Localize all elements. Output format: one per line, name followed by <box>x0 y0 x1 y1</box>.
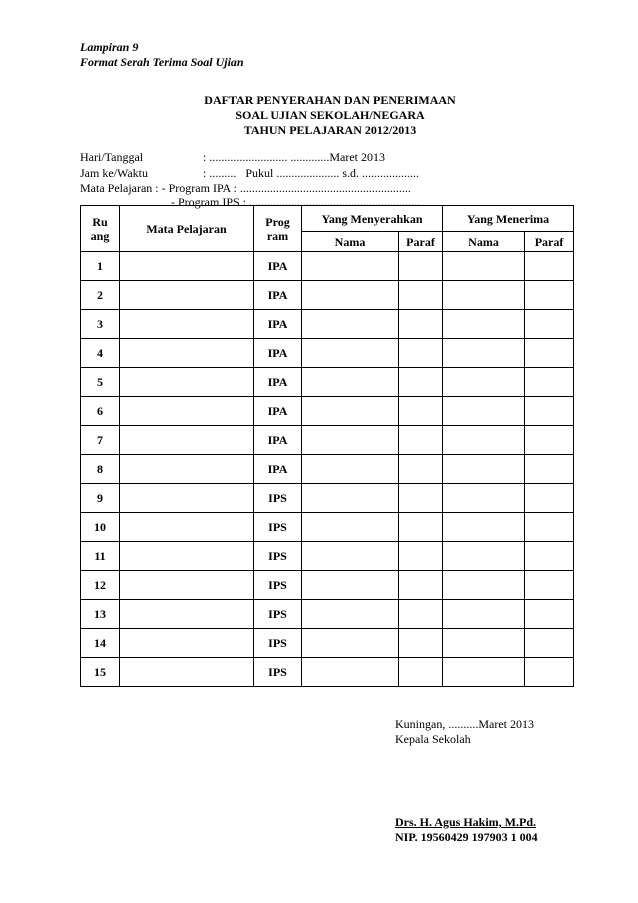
nama-penerima-cell <box>443 426 525 455</box>
ruang-cell: 13 <box>81 600 120 629</box>
nama-penerima-cell <box>443 339 525 368</box>
paraf-penyerah-cell <box>399 310 443 339</box>
program-cell: IPS <box>254 658 302 687</box>
mata-pelajaran-cell <box>120 397 254 426</box>
mata-pelajaran-cell <box>120 629 254 658</box>
format-label: Format Serah Terima Soal Ujian <box>80 55 244 69</box>
paraf-penerima-cell <box>525 571 574 600</box>
table-row <box>81 252 574 281</box>
header-paraf-penerima: Paraf <box>525 232 574 252</box>
header-nama-penerima: Nama <box>443 232 525 252</box>
nama-penerima-cell <box>443 397 525 426</box>
program-cell: IPA <box>254 281 302 310</box>
lampiran-label: Lampiran 9 <box>80 40 139 54</box>
table-row <box>81 397 574 426</box>
paraf-penyerah-cell <box>399 571 443 600</box>
paraf-penerima-cell <box>525 339 574 368</box>
paraf-penerima-cell <box>525 281 574 310</box>
paraf-penerima-cell <box>525 600 574 629</box>
mata-pelajaran-cell <box>120 484 254 513</box>
nama-penyerah-cell <box>302 571 399 600</box>
paraf-penyerah-cell <box>399 397 443 426</box>
nama-penyerah-cell <box>302 658 399 687</box>
paraf-penerima-cell <box>525 542 574 571</box>
program-cell: IPA <box>254 252 302 281</box>
program-cell: IPS <box>254 571 302 600</box>
program-cell: IPS <box>254 600 302 629</box>
nama-penerima-cell <box>443 281 525 310</box>
mata-pelajaran-cell <box>120 600 254 629</box>
paraf-penyerah-cell <box>399 252 443 281</box>
paraf-penerima-cell <box>525 513 574 542</box>
nama-penyerah-cell <box>302 252 399 281</box>
signature-nip: NIP. 19560429 197903 1 004 <box>395 830 538 844</box>
mata-pelajaran-cell <box>120 310 254 339</box>
mata-pelajaran-cell <box>120 339 254 368</box>
mata-pelajaran-ips: - Program IPS : ......................................................... <box>171 195 420 209</box>
jam-waktu-label: Jam ke/Waktu <box>80 166 149 180</box>
nama-penyerah-cell <box>302 455 399 484</box>
program-cell: IPA <box>254 310 302 339</box>
nama-penerima-cell <box>443 542 525 571</box>
paraf-penyerah-cell <box>399 542 443 571</box>
title-line-2: SOAL UJIAN SEKOLAH/NEGARA <box>235 108 425 122</box>
header-mata-pelajaran: Mata Pelajaran <box>120 206 254 252</box>
ruang-cell: 3 <box>81 310 120 339</box>
paraf-penerima-cell <box>525 629 574 658</box>
nama-penerima-cell <box>443 571 525 600</box>
serah-terima-table <box>80 205 574 687</box>
paraf-penerima-cell <box>525 658 574 687</box>
hari-tanggal-label: Hari/Tanggal <box>80 150 144 164</box>
title-line-1: DAFTAR PENYERAHAN DAN PENERIMAAN <box>204 93 456 107</box>
ruang-cell: 7 <box>81 426 120 455</box>
paraf-penyerah-cell <box>399 513 443 542</box>
nama-penerima-cell <box>443 600 525 629</box>
header-ruang: Ru ang <box>81 206 120 252</box>
paraf-penerima-cell <box>525 484 574 513</box>
table-row <box>81 513 574 542</box>
paraf-penerima-cell <box>525 397 574 426</box>
header-yang-menyerahkan: Yang Menyerahkan <box>302 206 443 232</box>
ruang-cell: 6 <box>81 397 120 426</box>
nama-penerima-cell <box>443 513 525 542</box>
table-row <box>81 484 574 513</box>
mata-pelajaran-cell <box>120 542 254 571</box>
header-paraf-penyerah: Paraf <box>399 232 443 252</box>
nama-penerima-cell <box>443 455 525 484</box>
program-cell: IPS <box>254 484 302 513</box>
table-row <box>81 600 574 629</box>
program-cell: IPS <box>254 629 302 658</box>
header-nama-penyerah: Nama <box>302 232 399 252</box>
ruang-cell: 14 <box>81 629 120 658</box>
ruang-cell: 8 <box>81 455 120 484</box>
paraf-penyerah-cell <box>399 368 443 397</box>
mata-pelajaran-ipa: Mata Pelajaran : - Program IPA : ......................................................... <box>80 181 411 195</box>
paraf-penerima-cell <box>525 455 574 484</box>
table-row <box>81 339 574 368</box>
table-row <box>81 571 574 600</box>
ruang-cell: 4 <box>81 339 120 368</box>
nama-penyerah-cell <box>302 629 399 658</box>
nama-penyerah-cell <box>302 513 399 542</box>
paraf-penyerah-cell <box>399 281 443 310</box>
ruang-cell: 11 <box>81 542 120 571</box>
paraf-penyerah-cell <box>399 629 443 658</box>
nama-penyerah-cell <box>302 281 399 310</box>
ruang-cell: 2 <box>81 281 120 310</box>
nama-penyerah-cell <box>302 339 399 368</box>
nama-penerima-cell <box>443 629 525 658</box>
ruang-cell: 15 <box>81 658 120 687</box>
ruang-cell: 10 <box>81 513 120 542</box>
nama-penyerah-cell <box>302 542 399 571</box>
ruang-cell: 9 <box>81 484 120 513</box>
signature-role: Kepala Sekolah <box>395 732 471 746</box>
program-cell: IPA <box>254 339 302 368</box>
nama-penerima-cell <box>443 252 525 281</box>
program-cell: IPA <box>254 368 302 397</box>
paraf-penyerah-cell <box>399 484 443 513</box>
hari-tanggal-value: : .......................... .............Maret 2013 <box>203 150 385 164</box>
nama-penerima-cell <box>443 658 525 687</box>
paraf-penerima-cell <box>525 252 574 281</box>
mata-pelajaran-cell <box>120 281 254 310</box>
table-row <box>81 310 574 339</box>
mata-pelajaran-cell <box>120 252 254 281</box>
nama-penyerah-cell <box>302 368 399 397</box>
ruang-cell: 5 <box>81 368 120 397</box>
program-cell: IPA <box>254 455 302 484</box>
nama-penyerah-cell <box>302 310 399 339</box>
nama-penerima-cell <box>443 368 525 397</box>
table-row <box>81 658 574 687</box>
header-yang-menerima: Yang Menerima <box>443 206 574 232</box>
mata-pelajaran-cell <box>120 368 254 397</box>
mata-pelajaran-cell <box>120 513 254 542</box>
signature-name: Drs. H. Agus Hakim, M.Pd. <box>395 815 537 829</box>
paraf-penerima-cell <box>525 368 574 397</box>
table-row <box>81 455 574 484</box>
table-row <box>81 426 574 455</box>
ruang-cell: 12 <box>81 571 120 600</box>
nama-penyerah-cell <box>302 600 399 629</box>
mata-pelajaran-cell <box>120 455 254 484</box>
program-cell: IPA <box>254 426 302 455</box>
program-cell: IPS <box>254 513 302 542</box>
nama-penyerah-cell <box>302 484 399 513</box>
nama-penyerah-cell <box>302 397 399 426</box>
program-cell: IPA <box>254 397 302 426</box>
nama-penerima-cell <box>443 310 525 339</box>
header-program: Prog ram <box>254 206 302 252</box>
jam-waktu-value: : ......... Pukul ..................... s.d. ................... <box>203 166 420 180</box>
table-row <box>81 542 574 571</box>
nama-penerima-cell <box>443 484 525 513</box>
mata-pelajaran-cell <box>120 658 254 687</box>
mata-pelajaran-cell <box>120 571 254 600</box>
signature-place-date: Kuningan, ..........Maret 2013 <box>395 717 534 731</box>
title-line-3: TAHUN PELAJARAN 2012/2013 <box>243 123 417 137</box>
mata-pelajaran-cell <box>120 426 254 455</box>
paraf-penerima-cell <box>525 310 574 339</box>
paraf-penyerah-cell <box>399 455 443 484</box>
paraf-penerima-cell <box>525 426 574 455</box>
paraf-penyerah-cell <box>399 600 443 629</box>
table-row <box>81 629 574 658</box>
paraf-penyerah-cell <box>399 426 443 455</box>
table-row <box>81 368 574 397</box>
paraf-penyerah-cell <box>399 658 443 687</box>
ruang-cell: 1 <box>81 252 120 281</box>
nama-penyerah-cell <box>302 426 399 455</box>
program-cell: IPS <box>254 542 302 571</box>
table-row <box>81 281 574 310</box>
paraf-penyerah-cell <box>399 339 443 368</box>
